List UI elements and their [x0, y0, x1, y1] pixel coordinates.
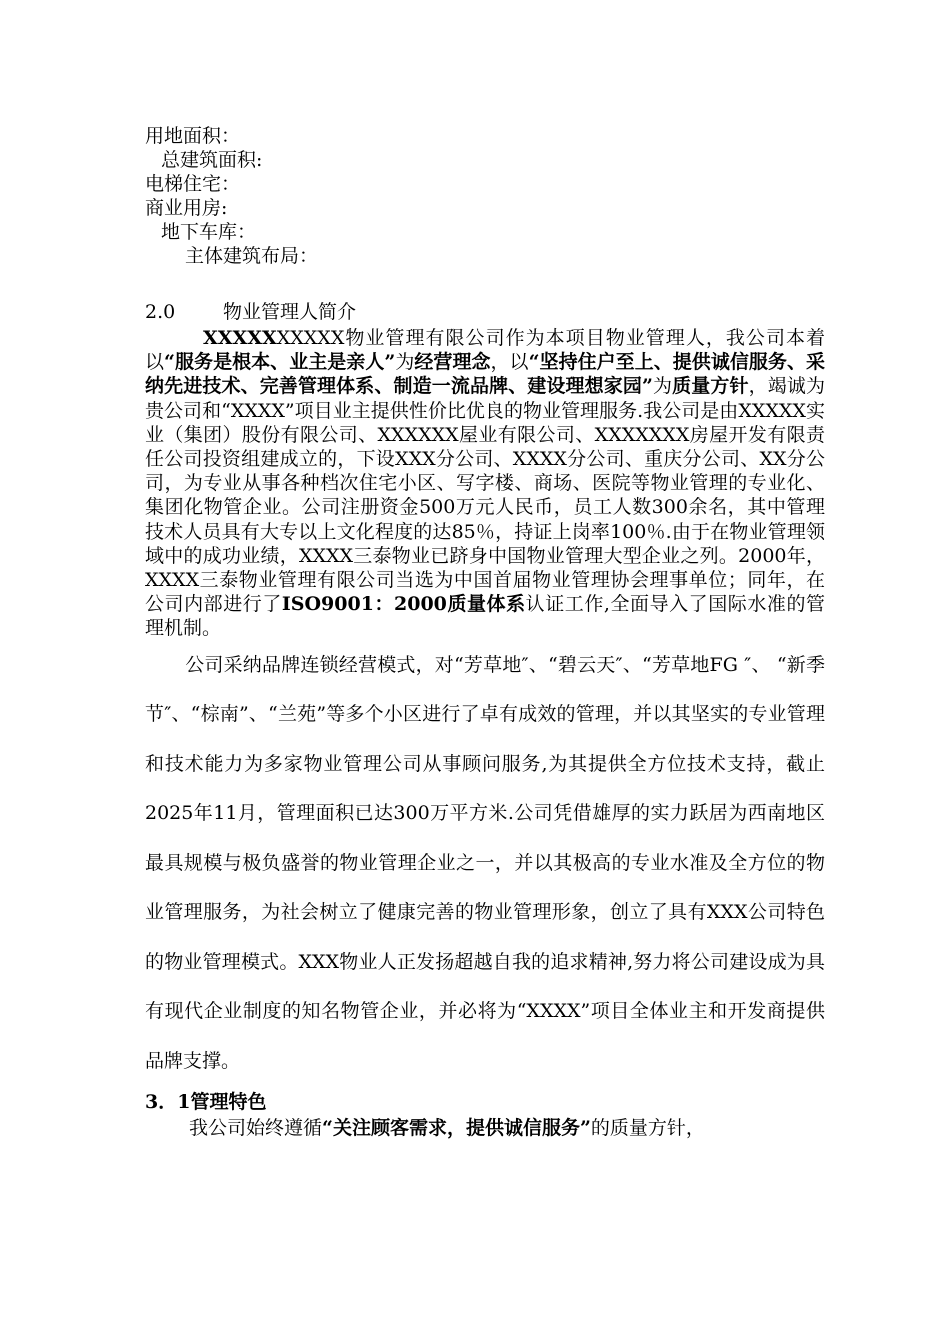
company-name-bold: XXXXX	[203, 327, 277, 349]
document-page	[145, 124, 825, 1140]
management-features-paragraph: 我公司始终遵循“关注顾客需求，提供诚信服务”的质量方针，	[189, 1117, 705, 1140]
field-main-building-layout: 主体建筑布局：	[185, 245, 319, 267]
field-elevator-residence: 电梯住宅：	[145, 173, 241, 195]
section-2-heading	[145, 300, 825, 324]
iso-system-bold: ISO9001：2000质量体系	[281, 593, 526, 616]
quality-policy-bold: 质量方针	[672, 375, 749, 398]
field-total-floor-area: 总建筑面积:	[161, 149, 263, 171]
company-intro-paragraph: XXXXXXXXXX物业管理有限公司作为本项目物业管理人，我公司本着以“服务是根本、业主是亲人”为经营理念，以“坚持住户至上、提供诚信服务、采纳先进技术、完善管理体系、制造一流品牌、建设理想家园”为质量方针，竭诚为贵公司和“XXXX”项目业主提供性价比优良的物业管理服务.我公司是由XXXXX实业（集团）股份有限公司、XXXXXX屋业有限公司、XXXXXXX房屋开发有限责任公司投资组建成立的，下设XXX分公司、XXXX分公司、重庆分公司、XX分公司，为专业从事各种档次住宅小区、写字楼、商场、医院等物业管理的专业化、集团化物管企业。公司注册资金500万元人民币，员工人数300余名，其中管理技术人员具有大专以上文化程度的达85％，持证上岗率100％.由于在物业管理领域中的成功业绩，XXXX三泰物业已跻身中国物业管理大型企业之列。2000年，XXXX三泰物业管理有限公司当选为中国首届物业管理协会理事单位；同年，在公司内部进行了ISO9001：2000质量体系认证工作,全面导入了国际水准的管理机制。	[145, 327, 825, 640]
field-underground-garage: 地下车库：	[161, 221, 257, 243]
section-2-number: 2.0	[145, 301, 176, 323]
field-commercial-space: 商业用房:	[145, 197, 228, 219]
section-3-1-heading: 3．1管理特色	[145, 1091, 267, 1114]
field-land-area: 用地面积：	[145, 125, 241, 147]
slogan-bold: “服务是根本、业主是亲人”	[164, 351, 396, 374]
brand-chain-paragraph: 公司采纳品牌连锁经营模式，对“芳草地″、“碧云天″、“芳草地FG ″、 “新季节″、“棕南”、“兰苑”等多个小区进行了卓有成效的管理，并以其坚实的专业管理和技术能力为多家物业管理公司从事顾问服务,为其提供全方位技术支持，截止2025年11月，管理面积已达300万平方米.公司凭借雄厚的实力跃居为西南地区最具规模与极负盛誉的物业管理企业之一，并以其极高的专业水准及全方位的物业管理服务，为社会树立了健康完善的物业管理形象，创立了具有XXX公司特色的物业管理模式。XXX物业人正发扬超越自我的追求精神,努力将公司建设成为具有现代企业制度的知名物管企业，并必将为“XXXX”项目全体业主和开发商提供品牌支撑。	[145, 653, 825, 1072]
section-2-title: 物业管理人简介	[223, 301, 357, 323]
customer-focus-bold: “关注顾客需求，提供诚信服务”	[322, 1117, 591, 1140]
quality-motto-bold: “坚持住户至上、提供诚信服务、采纳先进技术、完善管理体系、制造一流品牌、建设理想家园”	[145, 351, 825, 398]
project-fields	[145, 124, 825, 268]
business-philosophy-bold: 经营理念	[414, 351, 491, 374]
